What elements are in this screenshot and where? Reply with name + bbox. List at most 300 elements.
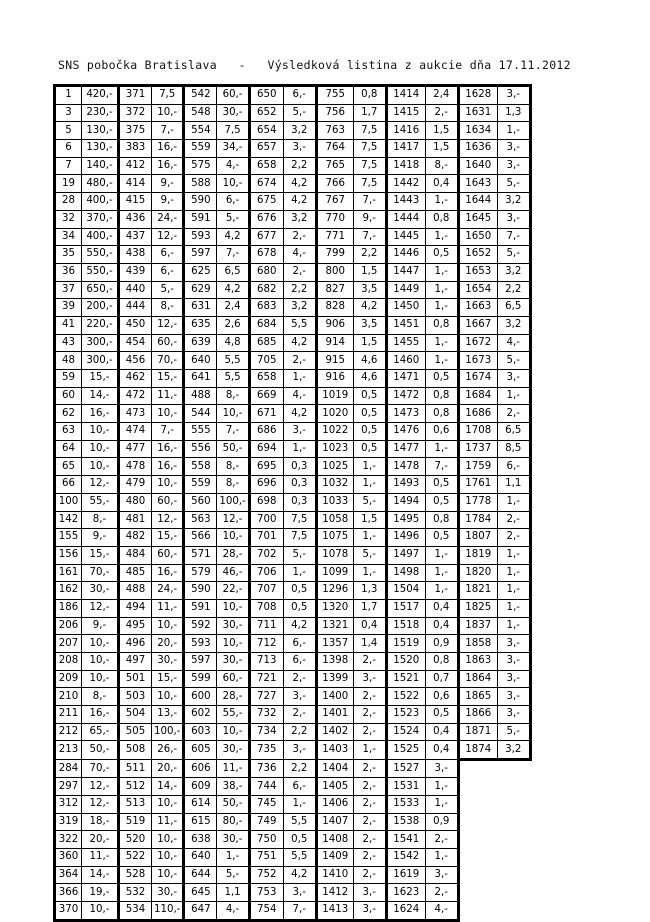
price-cell: 130,- (82, 122, 119, 140)
price-cell: 4,2 (283, 334, 316, 352)
price-cell: 4,- (283, 387, 316, 405)
price-cell: 30,- (217, 741, 249, 760)
lot-number-cell: 700 (249, 511, 283, 529)
table-row (55, 866, 531, 884)
lot-number-cell: 599 (184, 670, 217, 688)
empty-cell (458, 884, 497, 902)
price-cell: 0,4 (425, 723, 458, 741)
price-cell: 7,5 (283, 511, 316, 529)
lot-number-cell: 606 (184, 760, 217, 778)
lot-number-cell: 63 (55, 423, 82, 441)
price-cell: 3,2 (497, 741, 530, 760)
lot-number-cell: 462 (119, 370, 152, 388)
price-cell: 1,- (283, 564, 316, 582)
price-cell: 3,- (353, 670, 386, 688)
lot-number-cell: 473 (119, 405, 152, 423)
price-cell: 12,- (82, 599, 119, 617)
lot-number-cell: 750 (249, 831, 283, 849)
price-cell: 28,- (217, 546, 249, 564)
table-row (55, 582, 531, 600)
lot-number-cell: 1820 (458, 564, 497, 582)
price-cell: 8,- (82, 511, 119, 529)
price-cell: 3,- (497, 370, 530, 388)
lot-number-cell: 1401 (316, 706, 353, 724)
price-cell: 7,- (283, 902, 316, 921)
price-cell: 110,- (152, 902, 184, 921)
table-row (55, 316, 531, 334)
price-cell: 1,- (497, 599, 530, 617)
price-cell: 0,3 (283, 476, 316, 494)
price-cell: 10,- (82, 635, 119, 653)
lot-number-cell: 635 (184, 316, 217, 334)
lot-number-cell: 520 (119, 831, 152, 849)
price-cell: 0,8 (353, 86, 386, 105)
lot-number-cell: 559 (184, 476, 217, 494)
price-cell: 11,- (152, 387, 184, 405)
price-cell: 24,- (152, 582, 184, 600)
table-row (55, 405, 531, 423)
lot-number-cell: 1619 (386, 866, 425, 884)
lot-number-cell: 450 (119, 316, 152, 334)
price-cell: 0,5 (425, 493, 458, 511)
price-cell: 2,4 (425, 86, 458, 105)
lot-number-cell: 696 (249, 476, 283, 494)
lot-number-cell: 437 (119, 228, 152, 246)
lot-number-cell: 600 (184, 688, 217, 706)
price-cell: 550,- (82, 263, 119, 281)
price-cell: 130,- (82, 140, 119, 158)
table-row (55, 688, 531, 706)
price-cell: 2,- (497, 529, 530, 547)
price-cell: 4,8 (217, 334, 249, 352)
price-cell: 5,- (353, 546, 386, 564)
price-cell: 11,- (152, 599, 184, 617)
lot-number-cell: 652 (249, 104, 283, 122)
lot-number-cell: 544 (184, 405, 217, 423)
lot-number-cell: 28 (55, 193, 82, 211)
lot-number-cell: 1825 (458, 599, 497, 617)
price-cell: 10,- (217, 599, 249, 617)
price-cell: 2,- (353, 849, 386, 867)
table-row (55, 617, 531, 635)
lot-number-cell: 735 (249, 741, 283, 760)
lot-number-cell: 142 (55, 511, 82, 529)
price-cell: 10,- (217, 529, 249, 547)
price-cell: 2,- (425, 884, 458, 902)
price-cell: 26,- (152, 741, 184, 760)
lot-number-cell: 519 (119, 813, 152, 831)
price-cell: 1,- (353, 458, 386, 476)
lot-number-cell: 713 (249, 653, 283, 671)
lot-number-cell: 597 (184, 246, 217, 264)
lot-number-cell: 727 (249, 688, 283, 706)
price-cell: 100,- (217, 493, 249, 511)
lot-number-cell: 645 (184, 884, 217, 902)
lot-number-cell: 1478 (386, 458, 425, 476)
price-cell: 3,2 (283, 122, 316, 140)
price-cell: 10,- (82, 670, 119, 688)
price-cell: 9,- (82, 529, 119, 547)
price-cell: 10,- (152, 104, 184, 122)
lot-number-cell: 481 (119, 511, 152, 529)
price-cell: 15,- (152, 670, 184, 688)
lot-number-cell: 654 (249, 122, 283, 140)
lot-number-cell: 206 (55, 617, 82, 635)
auction-results-table (53, 84, 532, 922)
lot-number-cell: 370 (55, 902, 82, 921)
lot-number-cell: 1519 (386, 635, 425, 653)
price-cell: 3,- (497, 86, 530, 105)
price-cell: 5,- (283, 546, 316, 564)
lot-number-cell: 1624 (386, 902, 425, 921)
lot-number-cell: 771 (316, 228, 353, 246)
lot-number-cell: 631 (184, 299, 217, 317)
price-cell: 2,- (353, 760, 386, 778)
table-row (55, 440, 531, 458)
lot-number-cell: 749 (249, 813, 283, 831)
lot-number-cell: 65 (55, 458, 82, 476)
lot-number-cell: 1538 (386, 813, 425, 831)
lot-number-cell: 755 (316, 86, 353, 105)
lot-number-cell: 494 (119, 599, 152, 617)
lot-number-cell: 207 (55, 635, 82, 653)
price-cell: 100,- (152, 723, 184, 741)
table-row (55, 175, 531, 193)
lot-number-cell: 1418 (386, 157, 425, 175)
lot-number-cell: 592 (184, 617, 217, 635)
price-cell: 300,- (82, 334, 119, 352)
empty-cell (497, 866, 530, 884)
lot-number-cell: 1321 (316, 617, 353, 635)
lot-number-cell: 19 (55, 175, 82, 193)
lot-number-cell: 706 (249, 564, 283, 582)
price-cell: 7,- (497, 228, 530, 246)
table-row (55, 884, 531, 902)
lot-number-cell: 1417 (386, 140, 425, 158)
price-cell: 3,- (283, 688, 316, 706)
lot-number-cell: 39 (55, 299, 82, 317)
price-cell: 0,5 (353, 440, 386, 458)
price-cell: 10,- (152, 849, 184, 867)
lot-number-cell: 701 (249, 529, 283, 547)
lot-number-cell: 484 (119, 546, 152, 564)
lot-number-cell: 1472 (386, 387, 425, 405)
price-cell: 1,- (425, 193, 458, 211)
lot-number-cell: 1442 (386, 175, 425, 193)
lot-number-cell: 1403 (316, 741, 353, 760)
price-cell: 0,8 (425, 316, 458, 334)
lot-number-cell: 558 (184, 458, 217, 476)
price-cell: 1,- (425, 299, 458, 317)
price-cell: 0,3 (283, 458, 316, 476)
table-row (55, 670, 531, 688)
price-cell: 16,- (152, 157, 184, 175)
price-cell: 12,- (152, 316, 184, 334)
price-cell: 4,- (425, 902, 458, 921)
price-cell: 5,- (283, 104, 316, 122)
price-cell: 3,- (283, 140, 316, 158)
price-cell: 3,- (497, 210, 530, 228)
lot-number-cell: 1399 (316, 670, 353, 688)
price-cell: 1,4 (353, 635, 386, 653)
lot-number-cell: 1058 (316, 511, 353, 529)
lot-number-cell: 916 (316, 370, 353, 388)
lot-number-cell: 658 (249, 370, 283, 388)
lot-number-cell: 682 (249, 281, 283, 299)
price-cell: 0,8 (425, 511, 458, 529)
lot-number-cell: 745 (249, 796, 283, 814)
empty-cell (497, 813, 530, 831)
price-cell: 4,2 (283, 405, 316, 423)
price-cell: 7,5 (152, 86, 184, 105)
table-row (55, 193, 531, 211)
lot-number-cell: 440 (119, 281, 152, 299)
lot-number-cell: 1708 (458, 423, 497, 441)
price-cell: 1,- (497, 582, 530, 600)
table-row (55, 796, 531, 814)
table-row (55, 423, 531, 441)
lot-number-cell: 712 (249, 635, 283, 653)
lot-number-cell: 372 (119, 104, 152, 122)
price-cell: 2,- (283, 228, 316, 246)
price-cell: 0,5 (353, 405, 386, 423)
price-cell: 2,6 (217, 316, 249, 334)
price-cell: 8,- (82, 688, 119, 706)
price-cell: 2,2 (283, 157, 316, 175)
lot-number-cell: 1413 (316, 902, 353, 921)
lot-number-cell: 685 (249, 334, 283, 352)
lot-number-cell: 513 (119, 796, 152, 814)
table-row (55, 263, 531, 281)
lot-number-cell: 640 (184, 849, 217, 867)
price-cell: 30,- (152, 653, 184, 671)
price-cell: 10,- (152, 617, 184, 635)
lot-number-cell: 764 (316, 140, 353, 158)
lot-number-cell: 43 (55, 334, 82, 352)
price-cell: 0,5 (425, 529, 458, 547)
lot-number-cell: 322 (55, 831, 82, 849)
price-cell: 3,5 (353, 281, 386, 299)
price-cell: 2,- (353, 866, 386, 884)
lot-number-cell: 1320 (316, 599, 353, 617)
price-cell: 0,7 (425, 670, 458, 688)
lot-number-cell: 488 (184, 387, 217, 405)
price-cell: 3,- (497, 140, 530, 158)
price-cell: 7,- (152, 122, 184, 140)
lot-number-cell: 1408 (316, 831, 353, 849)
price-cell: 2,- (353, 706, 386, 724)
lot-number-cell: 508 (119, 741, 152, 760)
lot-number-cell: 360 (55, 849, 82, 867)
price-cell: 7,- (217, 246, 249, 264)
price-cell: 7,5 (353, 140, 386, 158)
price-cell: 1,- (353, 476, 386, 494)
lot-number-cell: 1524 (386, 723, 425, 741)
price-cell: 420,- (82, 86, 119, 105)
price-cell: 12,- (152, 228, 184, 246)
table-row (55, 299, 531, 317)
price-cell: 5,- (497, 246, 530, 264)
price-cell: 0,5 (283, 831, 316, 849)
price-cell: 1,- (425, 546, 458, 564)
lot-number-cell: 1636 (458, 140, 497, 158)
price-cell: 20,- (82, 831, 119, 849)
price-cell: 30,- (217, 831, 249, 849)
table-row (55, 778, 531, 796)
lot-number-cell: 211 (55, 706, 82, 724)
lot-number-cell: 48 (55, 352, 82, 370)
table-row (55, 831, 531, 849)
lot-number-cell: 100 (55, 493, 82, 511)
lot-number-cell: 496 (119, 635, 152, 653)
price-cell: 0,5 (283, 582, 316, 600)
lot-number-cell: 209 (55, 670, 82, 688)
lot-number-cell: 1504 (386, 582, 425, 600)
price-cell: 3,2 (497, 193, 530, 211)
lot-number-cell: 1672 (458, 334, 497, 352)
lot-number-cell: 1357 (316, 635, 353, 653)
lot-number-cell: 707 (249, 582, 283, 600)
table-row (55, 228, 531, 246)
empty-cell (497, 760, 530, 778)
lot-number-cell: 534 (119, 902, 152, 921)
price-cell: 70,- (152, 352, 184, 370)
price-cell: 46,- (217, 564, 249, 582)
lot-number-cell: 566 (184, 529, 217, 547)
price-cell: 2,- (353, 813, 386, 831)
lot-number-cell: 1863 (458, 653, 497, 671)
lot-number-cell: 284 (55, 760, 82, 778)
price-cell: 16,- (152, 458, 184, 476)
price-cell: 1,- (425, 334, 458, 352)
lot-number-cell: 319 (55, 813, 82, 831)
price-cell: 2,- (497, 511, 530, 529)
price-cell: 0,5 (353, 423, 386, 441)
lot-number-cell: 1075 (316, 529, 353, 547)
price-cell: 3,- (497, 653, 530, 671)
lot-number-cell: 1531 (386, 778, 425, 796)
lot-number-cell: 1866 (458, 706, 497, 724)
table-row (55, 653, 531, 671)
lot-number-cell: 1497 (386, 546, 425, 564)
price-cell: 60,- (152, 493, 184, 511)
price-cell: 7,- (425, 458, 458, 476)
price-cell: 2,- (283, 706, 316, 724)
lot-number-cell: 1447 (386, 263, 425, 281)
lot-number-cell: 1078 (316, 546, 353, 564)
lot-number-cell: 1416 (386, 122, 425, 140)
lot-number-cell: 477 (119, 440, 152, 458)
lot-number-cell: 640 (184, 352, 217, 370)
lot-number-cell: 641 (184, 370, 217, 388)
empty-cell (458, 778, 497, 796)
price-cell: 2,- (283, 263, 316, 281)
lot-number-cell: 675 (249, 193, 283, 211)
lot-number-cell: 1498 (386, 564, 425, 582)
lot-number-cell: 364 (55, 866, 82, 884)
table-row (55, 334, 531, 352)
price-cell: 3,2 (283, 299, 316, 317)
price-cell: 13,- (152, 706, 184, 724)
price-cell: 30,- (217, 653, 249, 671)
price-cell: 2,- (353, 778, 386, 796)
table-row (55, 352, 531, 370)
price-cell: 60,- (152, 334, 184, 352)
price-cell: 11,- (152, 813, 184, 831)
table-row (55, 849, 531, 867)
table-row (55, 140, 531, 158)
lot-number-cell: 1518 (386, 617, 425, 635)
price-cell: 6,5 (497, 423, 530, 441)
lot-number-cell: 1023 (316, 440, 353, 458)
price-cell: 2,2 (283, 281, 316, 299)
lot-number-cell: 763 (316, 122, 353, 140)
empty-cell (458, 849, 497, 867)
lot-number-cell: 1496 (386, 529, 425, 547)
empty-cell (458, 831, 497, 849)
price-cell: 6,- (217, 193, 249, 211)
price-cell: 5,- (497, 175, 530, 193)
price-cell: 1,- (497, 493, 530, 511)
lot-number-cell: 1821 (458, 582, 497, 600)
lot-number-cell: 556 (184, 440, 217, 458)
lot-number-cell: 1634 (458, 122, 497, 140)
lot-number-cell: 629 (184, 281, 217, 299)
price-cell: 10,- (82, 653, 119, 671)
price-cell: 4,2 (283, 866, 316, 884)
price-cell: 1,3 (353, 582, 386, 600)
price-cell: 1,- (425, 281, 458, 299)
empty-cell (497, 831, 530, 849)
price-cell: 1,1 (217, 884, 249, 902)
price-cell: 4,2 (283, 175, 316, 193)
price-cell: 15,- (152, 529, 184, 547)
empty-cell (497, 902, 530, 921)
price-cell: 140,- (82, 157, 119, 175)
price-cell: 3,- (353, 902, 386, 921)
lot-number-cell: 1522 (386, 688, 425, 706)
lot-number-cell: 555 (184, 423, 217, 441)
price-cell: 3,2 (283, 210, 316, 228)
table-row (55, 104, 531, 122)
lot-number-cell: 676 (249, 210, 283, 228)
price-cell: 1,- (425, 352, 458, 370)
lot-number-cell: 548 (184, 104, 217, 122)
price-cell: 1,- (353, 564, 386, 582)
price-cell: 10,- (217, 175, 249, 193)
price-cell: 4,2 (217, 281, 249, 299)
empty-cell (497, 778, 530, 796)
lot-number-cell: 186 (55, 599, 82, 617)
lot-number-cell: 766 (316, 175, 353, 193)
lot-number-cell: 1449 (386, 281, 425, 299)
price-cell: 8,- (217, 476, 249, 494)
lot-number-cell: 1493 (386, 476, 425, 494)
lot-number-cell: 827 (316, 281, 353, 299)
table-row (55, 370, 531, 388)
lot-number-cell: 1296 (316, 582, 353, 600)
price-cell: 6,5 (497, 299, 530, 317)
price-cell: 4,6 (353, 352, 386, 370)
price-cell: 65,- (82, 723, 119, 741)
lot-number-cell: 1444 (386, 210, 425, 228)
table-row (55, 387, 531, 405)
table-row (55, 723, 531, 741)
lot-number-cell: 590 (184, 582, 217, 600)
lot-number-cell: 1631 (458, 104, 497, 122)
lot-number-cell: 734 (249, 723, 283, 741)
lot-number-cell: 1402 (316, 723, 353, 741)
